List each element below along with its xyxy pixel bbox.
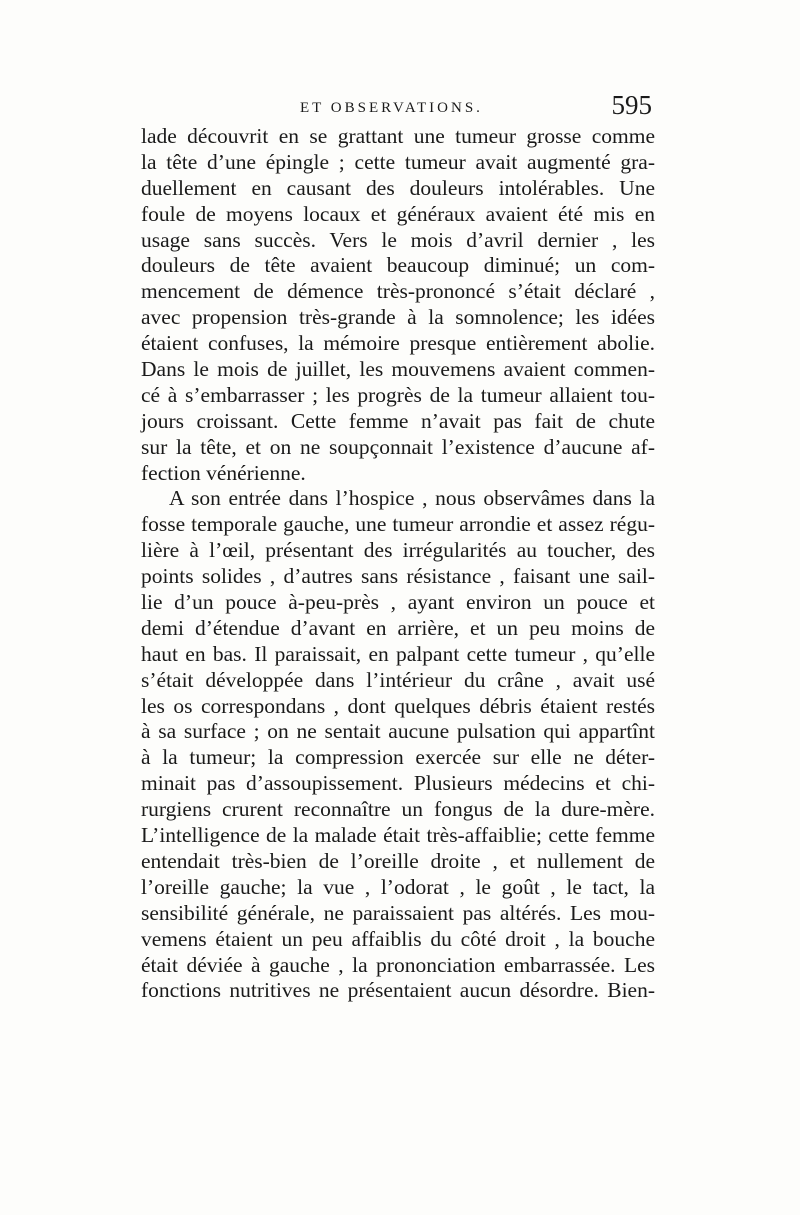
- text-line: était déviée à gauche , la prononciation embarrassée. Les: [141, 952, 655, 977]
- text-line: foule de moyens locaux et généraux avaient été mis en: [141, 201, 655, 226]
- text-line: points solides , d’autres sans résistance , faisant une sail-: [141, 564, 655, 589]
- text-line: lade découvrit en se grattant une tumeur grosse comme: [141, 124, 655, 148]
- text-line: fosse temporale gauche, une tumeur arrondie et assez régu-: [141, 512, 655, 537]
- text-line: avec propension très-grande à la somnolence; les idées: [141, 305, 655, 330]
- text-line: étaient confuses, la mémoire presque entièrement abolie.: [141, 331, 655, 356]
- text-line: rurgiens crurent reconnaître un fongus de la dure-mère.: [141, 797, 655, 822]
- text-line: s’était développée dans l’intérieur du crâne , avait usé: [141, 667, 655, 692]
- text-line: vemens étaient un peu affaiblis du côté droit , la bouche: [141, 926, 655, 951]
- page-number: 595: [611, 90, 652, 120]
- text-line: à la tumeur; la compression exercée sur elle ne déter-: [141, 745, 655, 770]
- text-line: lie d’un pouce à-peu-près , ayant environ un pouce et: [141, 590, 655, 615]
- body-text: [141, 124, 655, 1004]
- text-line: lière à l’œil, présentant des irrégularités au toucher, des: [141, 538, 655, 563]
- text-line: jours croissant. Cette femme n’avait pas fait de chute: [141, 408, 655, 433]
- running-head: ET OBSERVATIONS.: [300, 100, 483, 116]
- text-line: haut en bas. Il paraissait, en palpant cette tumeur , qu’elle: [141, 641, 655, 666]
- text-line: fonctions nutritives ne présentaient aucun désordre. Bien-: [141, 978, 655, 1003]
- text-line: l’oreille gauche; la vue , l’odorat , le goût , le tact, la: [141, 874, 655, 899]
- text-line: la tête d’une épingle ; cette tumeur avait augmenté gra-: [141, 149, 655, 174]
- text-line: fection vénérienne.: [141, 460, 306, 485]
- text-line: L’intelligence de la malade était très-affaiblie; cette femme: [141, 823, 655, 848]
- paragraph-start-line: A son entrée dans l’hospice , nous observâmes dans la: [169, 486, 655, 511]
- text-line: Dans le mois de juillet, les mouvemens avaient commen-: [141, 357, 655, 382]
- text-line: mencement de démence très-prononcé s’était déclaré ,: [141, 279, 655, 304]
- text-line: duellement en causant des douleurs intolérables. Une: [141, 175, 655, 200]
- text-line: douleurs de tête avaient beaucoup diminué; un com-: [141, 253, 655, 278]
- text-line: à sa surface ; on ne sentait aucune pulsation qui appartînt: [141, 719, 655, 744]
- text-line: usage sans succès. Vers le mois d’avril dernier , les: [141, 227, 655, 252]
- text-line: demi d’étendue d’avant en arrière, et un peu moins de: [141, 615, 655, 640]
- text-line: minait pas d’assoupissement. Plusieurs médecins et chi-: [141, 771, 655, 796]
- text-line: les os correspondans , dont quelques débris étaient restés: [141, 693, 655, 718]
- text-line: sur la tête, et on ne soupçonnait l’existence d’aucune af-: [141, 434, 655, 459]
- text-line: entendait très-bien de l’oreille droite , et nullement de: [141, 848, 655, 873]
- text-line: cé à s’embarrasser ; les progrès de la tumeur allaient tou-: [141, 382, 655, 407]
- text-line: sensibilité générale, ne paraissaient pas altérés. Les mou-: [141, 900, 655, 925]
